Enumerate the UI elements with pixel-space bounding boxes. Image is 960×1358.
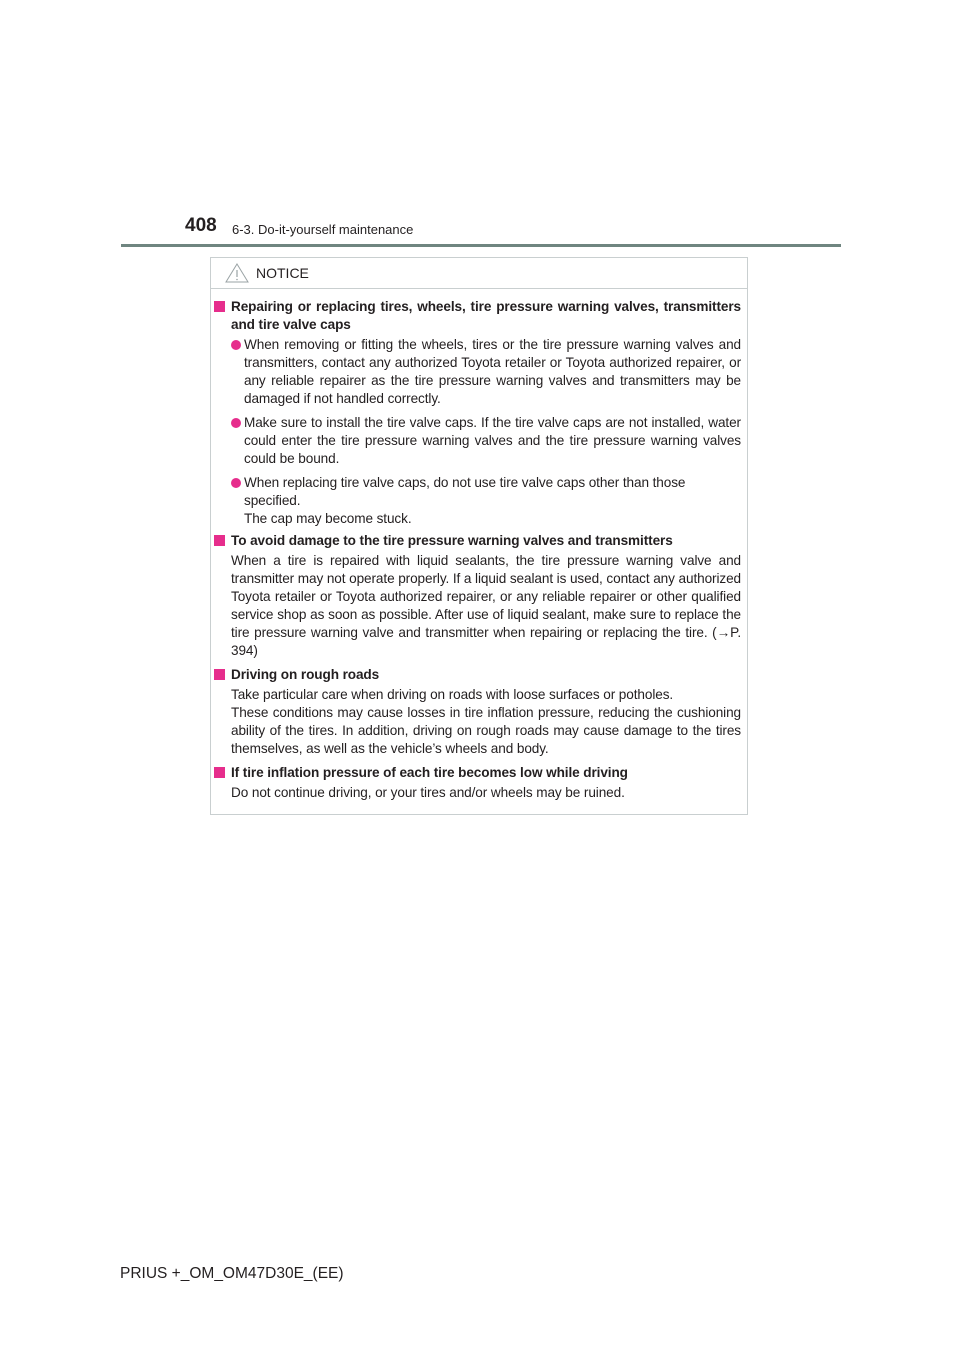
notice-body <box>211 298 747 802</box>
notice-item <box>211 298 747 528</box>
item-heading: If tire inflation pressure of each tire becomes low while driving <box>231 765 628 780</box>
bullet-item <box>231 336 741 408</box>
bullet-list <box>231 336 741 528</box>
square-bullet-icon <box>214 767 225 778</box>
item-text: Take particular care when driving on roads with loose surfaces or potholes. <box>231 687 674 702</box>
bullet-text: When removing or fitting the wheels, tires or the tire pressure warning valves and transmitters, contact any authorized Toyota retailer or Toyota authorized repairer, or any reliable repairer as the tire pressure warning valves and transmitters may be damaged if not handled correctly. <box>244 337 741 406</box>
round-bullet-icon <box>231 478 241 488</box>
round-bullet-icon <box>231 340 241 350</box>
notice-label: NOTICE <box>256 265 309 281</box>
square-bullet-icon <box>214 535 225 546</box>
item-heading: Driving on rough roads <box>231 667 380 682</box>
document-id: PRIUS +_OM_OM47D30E_(EE) <box>120 1265 344 1282</box>
square-bullet-icon <box>214 669 225 680</box>
warning-triangle-icon <box>225 263 249 283</box>
item-text: When a tire is repaired with liquid sealants, the tire pressure warning valve and transmitter may not operate properly. If a liquid sealant is used, contact any authorized Toyota retailer or Toyota authorized repairer, or any reliable repairer or other qualified service shop as soon as possible. After use of liquid sealant, make sure to replace the tire pressure warning valve and transmitter when repairing or replacing the tire. (→P. 394) <box>231 553 741 658</box>
bullet-text: When replacing tire valve caps, do not use tire valve caps other than those specified. <box>244 475 686 508</box>
item-text-block <box>231 686 741 758</box>
bullet-item <box>231 414 741 468</box>
bullet-text: Make sure to install the tire valve caps. If the tire valve caps are not installed, water could enter the tire pressure warning valves and the tire pressure warning valves could be bound. <box>244 415 741 466</box>
square-bullet-icon <box>214 301 225 312</box>
item-heading: To avoid damage to the tire pressure warning valves and transmitters <box>231 533 673 548</box>
page-number: 408 <box>185 215 217 236</box>
header-rule <box>121 244 841 247</box>
notice-item <box>211 764 747 802</box>
item-heading: Repairing or replacing tires, wheels, tire pressure warning valves, transmitters and tire valve caps <box>231 299 741 332</box>
item-text: Do not continue driving, or your tires and/or wheels may be ruined. <box>231 785 625 800</box>
bullet-item <box>231 474 741 528</box>
bullet-note: The cap may become stuck. <box>244 511 412 526</box>
notice-item <box>211 532 747 660</box>
item-text: These conditions may cause losses in tire inflation pressure, reducing the cushioning ability of the tires. In addition, driving on rough roads may cause damage to the tires themselves, as well as the vehicle’s wheels and body. <box>231 705 741 756</box>
notice-item <box>211 666 747 758</box>
notice-header <box>211 258 747 289</box>
round-bullet-icon <box>231 418 241 428</box>
section-title: 6-3. Do-it-yourself maintenance <box>232 222 414 237</box>
notice-box <box>210 257 748 815</box>
